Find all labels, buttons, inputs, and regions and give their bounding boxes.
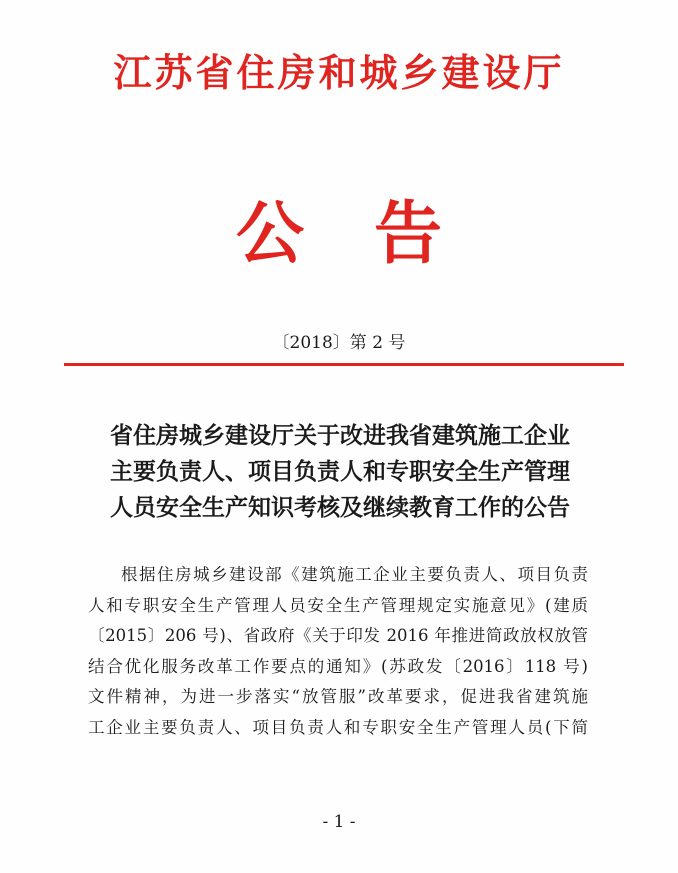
body-paragraph (88, 560, 588, 743)
title-line: 人员安全生产知识考核及继续教育工作的公告 (110, 494, 570, 521)
issuing-organization: 江苏省住房和城乡建设厅 (113, 50, 565, 95)
document-type-heading: 公告 (235, 194, 512, 274)
document-number: 〔2018〕第 2 号 (272, 333, 406, 353)
body-line: 〔2015〕206 号)、省政府《关于印发 2016 年推进简政放权放管 (88, 626, 588, 645)
document-title (60, 418, 620, 526)
title-line: 主要负责人、项目负责人和专职安全生产管理 (110, 458, 570, 485)
page-number: - 1 - (322, 812, 356, 832)
body-line: 根据住房城乡建设部《建筑施工企业主要负责人、项目负责 (121, 565, 588, 584)
title-line: 省住房城乡建设厅关于改进我省建筑施工企业 (110, 422, 570, 449)
body-line: 结合优化服务改革工作要点的通知》(苏政发〔2016〕118 号) (88, 656, 588, 676)
body-line: 人和专职安全生产管理人员安全生产管理规定实施意见》(建质 (88, 595, 588, 615)
body-line: 文件精神，为进一步落实“放管服”改革要求，促进我省建筑施 (88, 687, 588, 706)
body-line: 工企业主要负责人、项目负责人和专职安全生产管理人员(下简 (88, 717, 588, 737)
red-divider-line (64, 363, 624, 366)
